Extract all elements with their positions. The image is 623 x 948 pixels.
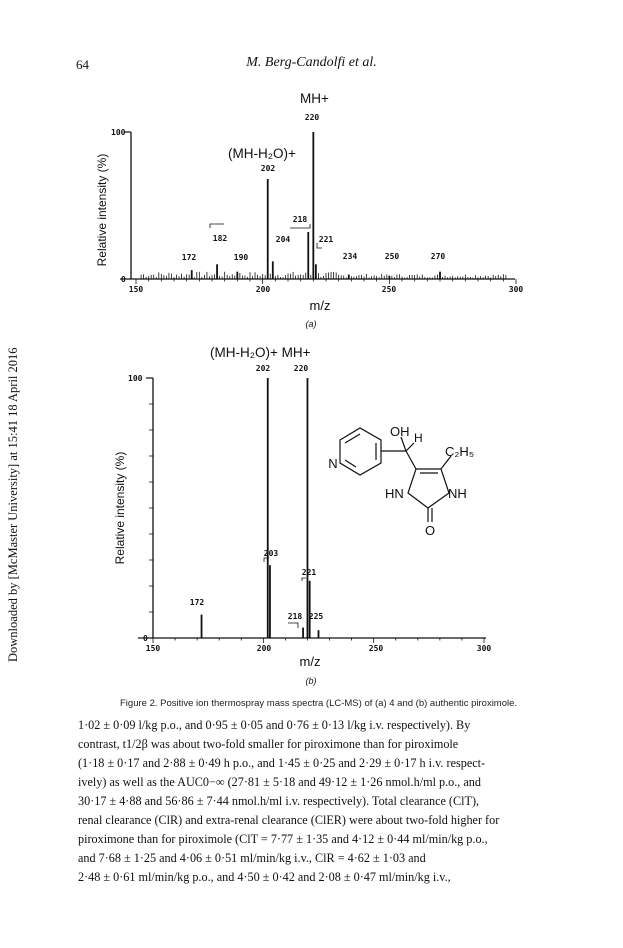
panel-a-y-label: Relative intensity (%): [95, 153, 109, 267]
panel-a-spectrum: [95, 91, 523, 329]
peak-label-a-270: 270: [430, 252, 446, 261]
peak-label-b-172: 172: [189, 598, 205, 607]
panel-a-x-tick-250: 250: [381, 285, 397, 294]
body-line: 2·48 ± 0·61 ml/min/kg p.o., and 4·50 ± 0·42 and 2·08 ± 0·47 ml/min/kg i.v.,: [78, 870, 451, 884]
structure-nh: NH: [448, 486, 467, 501]
peak-label-b-220: 220: [293, 364, 309, 373]
panel-a-x-tick-labels: [129, 285, 524, 294]
panel-a-noise: [141, 272, 506, 279]
structure-pyridine-n: N: [328, 456, 338, 471]
panel-b-x-tick-250: 250: [368, 644, 384, 653]
panel-a-x-label: m/z: [309, 298, 331, 313]
structure-oh: OH: [390, 424, 410, 439]
page-number: 64: [76, 57, 89, 72]
peak-label-a-204: 204: [275, 235, 291, 244]
panel-a-mh-annotation: MH+: [300, 91, 329, 106]
panel-b-label: (b): [305, 676, 317, 686]
panel-b-bars: [202, 378, 319, 638]
panel-a-x-tick-300: 300: [508, 285, 524, 294]
body-line: (1·18 ± 0·17 and 2·88 ± 0·49 h p.o., and 1·45 ± 0·25 and 2·29 ± 0·17 h i.v. respect-: [78, 756, 486, 770]
panel-b-x-tick-150: 150: [145, 644, 161, 653]
panel-a-x-tick-150: 150: [128, 285, 144, 294]
peak-label-a-202: 202: [260, 164, 276, 173]
peak-label-b-218: 218: [287, 612, 303, 621]
peak-label-b-203: 203: [263, 549, 279, 558]
body-line: and 7·68 ± 1·25 and 4·06 ± 0·51 ml/min/kg i.v., ClR = 4·62 ± 1·03 and: [78, 851, 426, 865]
body-line: 30·17 ± 4·88 and 56·86 ± 7·44 nmol.h/ml i.v. respectively). Total clearance (ClT),: [78, 794, 480, 808]
panel-a-mh-h2o-annotation: (MH-H₂O)+: [228, 146, 296, 161]
peak-label-b-202: 202: [255, 364, 271, 373]
body-line: ively) as well as the AUC0−∞ (27·81 ± 5·18 and 49·12 ± 1·26 nmol.h/ml p.o., and: [78, 775, 481, 789]
running-head: M. Berg-Candolfi et al.: [246, 55, 377, 70]
panel-b-spectrum: [113, 345, 491, 686]
peak-label-b-221: 221: [301, 568, 317, 577]
panel-b-mh-annotation: (MH-H₂O)+ MH+: [210, 345, 311, 360]
peak-label-a-221: 221: [318, 235, 334, 244]
peak-label-a-250: 250: [384, 252, 400, 261]
structure-c2h5: C₂H₅: [445, 444, 475, 459]
body-line: 1·02 ± 0·09 l/kg p.o., and 0·95 ± 0·05 and 0·76 ± 0·13 l/kg i.v. respectively). By: [78, 718, 471, 732]
body-text: [78, 716, 548, 887]
panel-a-x-ticks: [136, 279, 516, 284]
download-side-note: Downloaded by [McMaster University] at 15:41 18 April 2016: [6, 347, 20, 662]
body-line: piroximone than for piroximole (ClT = 7·77 ± 1·35 and 4·12 ± 0·44 ml/min/kg p.o.,: [78, 832, 488, 846]
body-line: renal clearance (ClR) and extra-renal clearance (ClER) were about two-fold higher for: [78, 813, 500, 827]
peak-label-a-172: 172: [181, 253, 197, 262]
structure-hn: HN: [385, 486, 404, 501]
structure-h: H: [414, 431, 423, 445]
panel-b-x-tick-300: 300: [476, 644, 492, 653]
peak-label-a-190: 190: [233, 253, 249, 262]
panel-a-y-zero-tick: 0: [121, 275, 126, 284]
peak-label-a-182: 182: [212, 234, 228, 243]
piroximole-structure: [340, 428, 451, 522]
panel-a-label: (a): [305, 319, 317, 329]
panel-b-y-label: Relative intensity (%): [113, 451, 127, 565]
panel-b-x-ticks: [153, 638, 484, 643]
peak-label-a-220: 220: [304, 113, 320, 122]
peak-label-a-234: 234: [342, 252, 358, 261]
peak-label-a-218: 218: [292, 215, 308, 224]
panel-b-x-label: m/z: [299, 654, 321, 669]
panel-b-y-zero-tick: 0: [143, 634, 148, 643]
panel-b-y-top-tick: 100: [128, 374, 143, 383]
panel-a-x-tick-200: 200: [255, 285, 271, 294]
panel-b-x-tick-200: 200: [256, 644, 272, 653]
peak-label-b-225: 225: [308, 612, 324, 621]
structure-o: O: [424, 523, 436, 538]
body-line: contrast, t1/2β was about two-fold smaller for piroximone than for piroximole: [78, 737, 459, 751]
panel-a-y-top-tick: 100: [111, 128, 126, 137]
figure-caption: Figure 2. Positive ion thermospray mass spectra (LC-MS) of (a) 4 and (b) authentic piroximole.: [120, 698, 518, 709]
